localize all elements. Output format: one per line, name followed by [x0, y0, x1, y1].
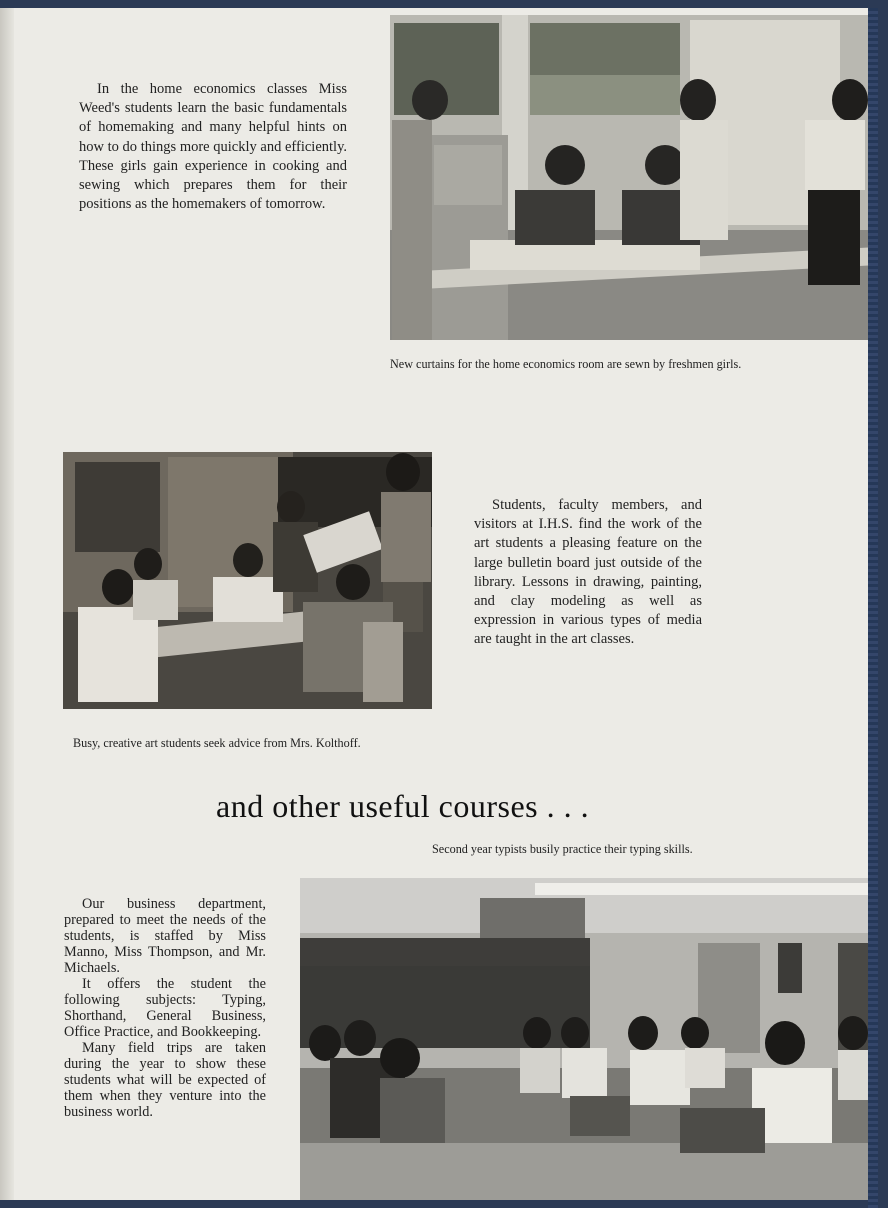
business-caption: Second year typists busily practice their typing skills. — [432, 842, 693, 856]
business-text-1: Our business department, prepared to meet the needs of the students, is staffed by Miss Manno, Miss Thompson, and Mr. Michaels. — [64, 896, 266, 976]
page-binding — [0, 8, 14, 1200]
home-ec-paragraph — [79, 80, 347, 214]
page-edge — [868, 8, 878, 1208]
typing-photo — [300, 878, 878, 1200]
art-caption: Busy, creative art students seek advice from Mrs. Kolthoff. — [73, 736, 361, 750]
business-text-2: It offers the student the following subjects: Typing, Shorthand, General Business, Office Practice, and Bookkeeping. — [64, 976, 266, 1040]
home-ec-photo — [390, 15, 871, 340]
home-ec-text: In the home economics classes Miss Weed's students learn the basic fundamentals of homemaking and many helpful hints on how to do things more quickly and efficiently. These girls gain experience in cooking and sewing which prepares them for their positions as the homemakers of tomorrow. — [79, 81, 347, 213]
home-ec-caption: New curtains for the home economics room are sewn by freshmen girls. — [390, 357, 742, 371]
art-paragraph — [474, 496, 702, 650]
section-heading: and other useful courses . . . — [216, 788, 590, 824]
art-photo — [63, 452, 432, 709]
business-text-3: Many field trips are taken during the year to show these students what will be expected of them when they venture into the business world. — [64, 1040, 266, 1120]
yearbook-page — [0, 8, 878, 1200]
art-text: Students, faculty members, and visitors at I.H.S. find the work of the art students a pleasing feature on the large bulletin board just outside of the library. Lessons in drawing, painting, and clay modeling as well as expression in various types of media are taught in the art classes. — [474, 497, 702, 648]
business-paragraphs — [64, 896, 266, 1120]
